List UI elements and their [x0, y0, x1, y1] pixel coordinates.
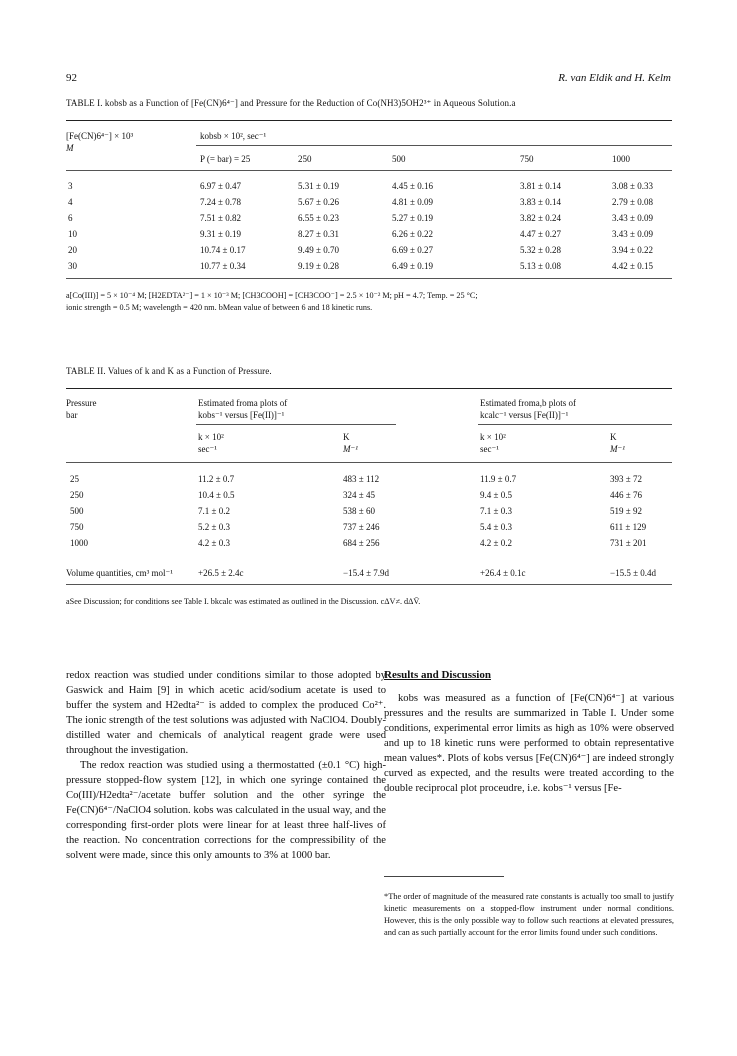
table1-pressure-header: 750 [520, 154, 534, 164]
table2-sub-K-a: K [343, 432, 350, 442]
table2-top-rule [66, 388, 672, 389]
table1-cell: 9.19 ± 0.28 [298, 261, 339, 271]
table2-row-pressure: 25 [70, 474, 79, 484]
table2-caption: TABLE II. Values of k and K as a Function of Pressure. [66, 366, 272, 376]
table2-sub-K-unit-a: M⁻¹ [343, 444, 358, 454]
table2-volume-value: +26.4 ± 0.1c [480, 568, 526, 578]
table1-pressure-header: 250 [298, 154, 312, 164]
table1-pressure-header: 500 [392, 154, 406, 164]
table1-cell: 2.79 ± 0.08 [612, 197, 653, 207]
table1-cell: 9.31 ± 0.19 [200, 229, 241, 239]
table1-cell: 6.26 ± 0.22 [392, 229, 433, 239]
table2-volume-value: −15.4 ± 7.9d [343, 568, 390, 578]
table2-volume-label: Volume quantities, cm³ mol⁻¹ [66, 568, 173, 578]
table2-cell: 9.4 ± 0.5 [480, 490, 512, 500]
table2-col1-unit: bar [66, 410, 78, 420]
table1-cell: 5.13 ± 0.08 [520, 261, 561, 271]
table1-footnote-1: a[Co(III)] = 5 × 10⁻⁴ M; [H2EDTA²⁻] = 1 × 10⁻³ M; [CH3COOH] = [CH3COO⁻] = 2.5 × 10⁻² M; pH = 4.7; Temp. = 25 °C; [66, 291, 478, 300]
table1-top-rule [66, 120, 672, 121]
table2-cell: 483 ± 112 [343, 474, 380, 484]
table1-header-rule [66, 170, 672, 171]
table2-cell: 324 ± 45 [343, 490, 375, 500]
table2-cell: 7.1 ± 0.2 [198, 506, 230, 516]
table1-cell: 6.69 ± 0.27 [392, 245, 433, 255]
table1-cell: 9.49 ± 0.70 [298, 245, 339, 255]
table2-cell: 519 ± 92 [610, 506, 642, 516]
table1-row-concentration: 10 [68, 229, 77, 239]
table2-volume-value: −15.5 ± 0.4d [610, 568, 657, 578]
table2-cell: 7.1 ± 0.3 [480, 506, 512, 516]
table2-row-pressure: 250 [70, 490, 84, 500]
table1-row-concentration: 6 [68, 213, 73, 223]
table2-col1-header: Pressure [66, 398, 97, 408]
table2-cell: 11.9 ± 0.7 [480, 474, 517, 484]
table2-groupA-line2: kobs⁻¹ versus [Fe(II)]⁻¹ [198, 410, 285, 420]
table1-cell: 7.24 ± 0.78 [200, 197, 241, 207]
table1-row-concentration: 4 [68, 197, 73, 207]
table2-cell: 11.2 ± 0.7 [198, 474, 235, 484]
table1-bottom-rule [66, 278, 672, 279]
table2-cell: 5.4 ± 0.3 [480, 522, 512, 532]
table2-cell: 10.4 ± 0.5 [198, 490, 235, 500]
table1-cell: 4.45 ± 0.16 [392, 181, 433, 191]
table2-sub-k-b: k × 10² [480, 432, 506, 442]
table1-group-rule [196, 145, 672, 146]
table1-cell: 4.42 ± 0.15 [612, 261, 653, 271]
table2-row-pressure: 1000 [70, 538, 88, 548]
right-paragraph: kobs was measured as a function of [Fe(CN)6⁴⁻] at various pressures and the results are summarized in Table I. Under some conditions, experimental error limits as high as 10% were observed and up to 18 kinetic runs were performed to obtain representative mean values*. Plots of kobs versus [Fe(CN)6⁴⁻] are indeed strongly curved as expected, and the results were treated according to the double reciprocal plot proceudre, i.e. kobs⁻¹ versus [Fe- [384, 693, 674, 794]
table2-cell: 731 ± 201 [610, 538, 647, 548]
table1-cell: 5.27 ± 0.19 [392, 213, 433, 223]
table1-caption: TABLE I. kobsb as a Function of [Fe(CN)6⁴⁻] and Pressure for the Reduction of Co(NH3)5OH2³⁺ in Aqueous Solution.a [66, 98, 516, 108]
table1-row-concentration: 20 [68, 245, 77, 255]
table1-cell: 4.47 ± 0.27 [520, 229, 561, 239]
table2-sub-K-unit-b: M⁻¹ [610, 444, 625, 454]
table2-cell: 5.2 ± 0.3 [198, 522, 230, 532]
left-paragraph-2: The redox reaction was studied using a thermostatted (±0.1 °C) high-pressure stopped-flow system [12], in which one syringe contained the Co(III)/H2edta²⁻/acetate buffer solution and the other syringe the Fe(CN)6⁴⁻/NaClO4 solution. kobs was calculated in the usual way, and the corresponding first-order plots were linear for at least three half-lives of the reaction. No concentration corrections for the compressibility of the solvent were made, since this only amounts to 3% at 1000 bar. [66, 760, 386, 861]
table1-cell: 3.43 ± 0.09 [612, 213, 653, 223]
table2-groupB-line1: Estimated froma,b plots of [480, 398, 576, 408]
table1-cell: 6.49 ± 0.19 [392, 261, 433, 271]
table1-group-header: kobsb × 10², sec⁻¹ [200, 131, 267, 141]
table1-cell: 3.81 ± 0.14 [520, 181, 561, 191]
table1-row-concentration: 3 [68, 181, 73, 191]
right-column [384, 668, 674, 796]
table2-cell: 538 ± 60 [343, 506, 375, 516]
left-column [66, 668, 386, 863]
table2-groupA-line1: Estimated froma plots of [198, 398, 288, 408]
table2-cell: 737 ± 246 [343, 522, 380, 532]
table2-cell: 446 ± 76 [610, 490, 642, 500]
table1-footnote-2: ionic strength = 0.5 M; wavelength = 420 nm. bMean value of between 6 and 18 kinetic runs. [66, 303, 373, 312]
table1-row-concentration: 30 [68, 261, 77, 271]
table1-col1-header: [Fe(CN)6⁴⁻] × 10³ [66, 131, 134, 141]
table2-sub-k-unit-a: sec⁻¹ [198, 444, 217, 454]
table2-sub-k-a: k × 10² [198, 432, 224, 442]
table2-volume-value: +26.5 ± 2.4c [198, 568, 244, 578]
table1-cell: 3.94 ± 0.22 [612, 245, 653, 255]
table1-cell: 7.51 ± 0.82 [200, 213, 241, 223]
table2-cell: 684 ± 256 [343, 538, 380, 548]
table1-cell: 3.08 ± 0.33 [612, 181, 653, 191]
table1-cell: 6.97 ± 0.47 [200, 181, 241, 191]
page-footnote: *The order of magnitude of the measured rate constants is actually too small to justify kinetic measurements on a stopped-flow instrument under normal conditions. However, this is the only possible way to follow such reactions at elevated pressures, and can as such partially account for the error limits found under such conditions. [384, 892, 674, 937]
table2-cell: 4.2 ± 0.2 [480, 538, 512, 548]
running-head: R. van Eldik and H. Kelm [558, 72, 671, 84]
table1-cell: 5.31 ± 0.19 [298, 181, 339, 191]
table2-row-pressure: 500 [70, 506, 84, 516]
page-number: 92 [66, 72, 77, 84]
table1-cell: 10.74 ± 0.17 [200, 245, 246, 255]
section-heading: Results and Discussion [384, 669, 491, 681]
table1-cell: 4.81 ± 0.09 [392, 197, 433, 207]
table1-cell: 8.27 ± 0.31 [298, 229, 339, 239]
table2-row-pressure: 750 [70, 522, 84, 532]
table2-groupB-line2: kcalc⁻¹ versus [Fe(II)]⁻¹ [480, 410, 569, 420]
table1-cell: 3.83 ± 0.14 [520, 197, 561, 207]
table1-pressure-header: P (= bar) = 25 [200, 154, 251, 164]
table2-bottom-rule [66, 584, 672, 585]
table2-groupB-rule [478, 424, 672, 425]
table2-cell: 4.2 ± 0.3 [198, 538, 230, 548]
table2-sub-k-unit-b: sec⁻¹ [480, 444, 499, 454]
table1-cell: 3.82 ± 0.24 [520, 213, 561, 223]
table1-cell: 5.67 ± 0.26 [298, 197, 339, 207]
table1-cell: 5.32 ± 0.28 [520, 245, 561, 255]
table1-col1-unit: M [66, 143, 74, 153]
table1-cell: 3.43 ± 0.09 [612, 229, 653, 239]
table2-cell: 611 ± 129 [610, 522, 647, 532]
table1-cell: 6.55 ± 0.23 [298, 213, 339, 223]
table2-cell: 393 ± 72 [610, 474, 642, 484]
table2-footnote: aSee Discussion; for conditions see Table I. bkcalc was estimated as outlined in the Discussion. cΔV≠. dΔV̄. [66, 597, 421, 606]
left-paragraph-1: redox reaction was studied under conditions similar to those adopted by Gaswick and Haim [9] in which acetic acid/sodium acetate is used to buffer the system and H2edta²⁻ is added to complex the produced Co²⁺. The ionic strength of the test solutions was adjusted with NaClO4. Doubly-distilled water and chemicals of analytical reagent grade were used throughout the investigation. [66, 670, 386, 756]
table2-sub-K-b: K [610, 432, 617, 442]
table1-cell: 10.77 ± 0.34 [200, 261, 246, 271]
footnote-rule [384, 876, 504, 877]
table2-header-rule [66, 462, 672, 463]
table1-pressure-header: 1000 [612, 154, 630, 164]
table2-groupA-rule [196, 424, 396, 425]
